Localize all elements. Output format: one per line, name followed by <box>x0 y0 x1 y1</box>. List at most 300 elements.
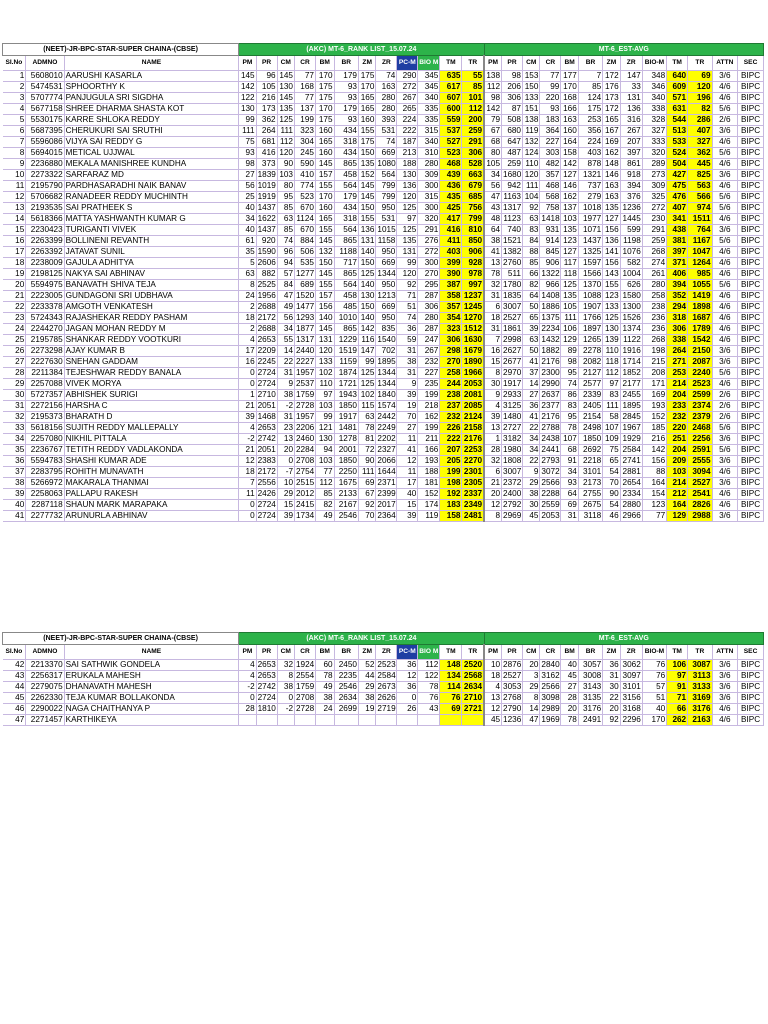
cell-zm2: 135 <box>603 203 620 214</box>
cell-br2: 1850 <box>578 434 602 445</box>
cell-name: NAGA CHAITHANYA P <box>64 704 239 715</box>
cell-tr2: 3094 <box>688 467 712 478</box>
cell-cr2: 3098 <box>541 693 560 702</box>
table-row <box>3 302 764 313</box>
cell-biom2: 261 <box>642 269 666 280</box>
cell-tr: 2337 <box>463 489 483 498</box>
cell-zm2: 141 <box>603 247 620 258</box>
cell-slno: 5 <box>3 115 26 126</box>
cell-cm2: 41 <box>522 412 539 423</box>
cell-bm: 155 <box>315 225 334 236</box>
cell-zr2: 599 <box>620 225 642 236</box>
cell-pm2: 56 <box>484 181 501 192</box>
cell-zm2: 148 <box>603 159 620 170</box>
cell-pr: 1956 <box>257 291 276 300</box>
cell-pm: 4 <box>239 660 256 671</box>
cell-bm: 160 <box>315 148 334 159</box>
cell-pm2: 68 <box>484 137 501 148</box>
cell-pm: 18 <box>239 313 256 324</box>
cell-bm2: 168 <box>561 93 578 104</box>
cell-zm2: 31 <box>603 671 620 682</box>
cell-pr2: 2933 <box>503 390 522 399</box>
cell-zm2: 139 <box>603 335 620 346</box>
cell-pm: 93 <box>239 148 256 159</box>
cell-pm: -2 <box>239 682 256 693</box>
cell-br: 865 <box>334 159 358 170</box>
cell-tr: 2305 <box>463 478 483 487</box>
cell-cm2: 150 <box>522 82 539 93</box>
cell-cm: 125 <box>277 115 294 126</box>
cell-attn: 4/6 <box>712 247 738 258</box>
cell-tm2: 97 <box>667 671 688 682</box>
cell-zr: 1158 <box>377 236 396 245</box>
cell-zr: 531 <box>376 126 397 137</box>
table-row <box>3 715 764 726</box>
cell-pr2: 1521 <box>503 236 522 245</box>
cell-zm: 175 <box>358 71 375 82</box>
column-header-bm: BM <box>315 56 334 71</box>
column-header-cr2: CR <box>540 56 561 71</box>
cell-biom2: 327 <box>642 126 666 137</box>
cell-zm: 111 <box>358 467 375 478</box>
cell-cm2: 9 <box>522 467 539 478</box>
cell-pr: 1437 <box>257 203 276 212</box>
cell-biom: 227 <box>418 368 440 379</box>
cell-bm: 110 <box>315 379 334 390</box>
cell-tr2: 362 <box>688 148 712 159</box>
cell-br2: 737 <box>578 181 602 192</box>
cell-zm2: 136 <box>603 236 620 247</box>
cell-biom: 291 <box>418 225 440 236</box>
cell-pr: 2724 <box>257 693 276 702</box>
cell-br: 1874 <box>334 368 358 379</box>
cell-bm2: 86 <box>561 390 578 401</box>
cell-sec: BIPC <box>738 236 764 247</box>
cell-br2: 1907 <box>578 302 602 313</box>
cell-bm: 112 <box>315 478 334 489</box>
cell-cm2: 50 <box>522 346 539 357</box>
cell-cm: 85 <box>277 225 294 236</box>
column-header-pm: PM <box>239 56 256 71</box>
cell-br2: 124 <box>578 93 602 104</box>
cell-biom: 218 <box>418 401 440 412</box>
cell-br2: 1321 <box>578 170 602 181</box>
cell-pr2: 1861 <box>503 324 522 333</box>
cell-zr2: 2741 <box>620 456 642 467</box>
cell-bm: 160 <box>315 126 334 137</box>
cell-zm: 90 <box>358 456 375 467</box>
cell-cr2: 2234 <box>541 324 560 333</box>
cell-zm2: 22 <box>603 693 620 704</box>
cell-cr: 590 <box>295 159 316 170</box>
cell-tm: 148 <box>440 660 462 671</box>
cell-cm2: 64 <box>522 291 539 302</box>
cell-pcm: 41 <box>397 445 418 456</box>
cell-cr: 1124 <box>296 214 314 223</box>
cell-br: 1159 <box>334 357 358 368</box>
cell-pm2: 28 <box>484 445 501 456</box>
cell-cm: -2 <box>277 401 294 412</box>
cell-pr2: 2876 <box>503 660 522 669</box>
cell-slno: 18 <box>3 258 26 269</box>
cell-slno: 25 <box>3 335 26 346</box>
cell-tm: 298 <box>440 346 462 357</box>
cell-cm2: 39 <box>522 324 539 335</box>
cell-name: GUNDAGONI SRI UDBHAVA <box>64 291 239 302</box>
cell-slno: 31 <box>3 401 26 412</box>
cell-biom: 247 <box>418 335 440 346</box>
cell-cm2: 63 <box>522 214 539 225</box>
cell-bm: 157 <box>315 170 334 181</box>
rank-table-1 <box>2 43 764 522</box>
cell-zm: 44 <box>358 671 375 682</box>
column-header-pr2: PR <box>502 56 523 71</box>
cell-zr2: 861 <box>620 159 642 170</box>
cell-pm: 35 <box>239 247 256 258</box>
cell-pm2: 138 <box>484 71 501 82</box>
cell-pr2: 259 <box>502 159 523 170</box>
cell-biom2: 216 <box>642 434 666 445</box>
cell-sec: BIPC <box>738 682 764 693</box>
cell-attn: 4/6 <box>712 214 738 225</box>
column-header-cm2: CM <box>522 645 539 660</box>
cell-br: 1850 <box>334 401 358 412</box>
cell-sec: BIPC <box>738 379 764 390</box>
cell-tm2: 294 <box>667 302 688 313</box>
cell-pr: 2606 <box>257 258 276 267</box>
cell-tr2: 1419 <box>688 291 712 302</box>
cell-br: 434 <box>334 203 358 214</box>
cell-tm2: 106 <box>667 660 688 671</box>
column-header-pm2: PM <box>484 56 501 71</box>
cell-pm: 145 <box>239 71 256 82</box>
cell-pr2: 2527 <box>503 313 522 322</box>
cell-sec: BIPC <box>738 225 764 236</box>
cell-cm: 120 <box>277 148 294 159</box>
cell-bm: 156 <box>315 302 334 313</box>
cell-biom2: 171 <box>642 379 666 390</box>
cell-zr2: 33 <box>620 82 642 93</box>
cell-cm: 74 <box>277 236 294 247</box>
cell-attn: 4/6 <box>712 258 738 269</box>
cell-zm: 19 <box>358 704 375 715</box>
cell-bm2: 162 <box>561 192 578 203</box>
cell-cr2: 2176 <box>541 357 560 366</box>
rank-list-title: (AKC) MT-6_RANK LIST_15.07.24 <box>239 44 484 56</box>
cell-pr: 264 <box>256 126 277 137</box>
cell-admno: 2230423 <box>26 225 64 236</box>
cell-admno: 2223005 <box>26 291 64 302</box>
cell-bm: 78 <box>315 671 334 682</box>
cell-bm: 130 <box>315 434 334 445</box>
cell-cr: 2708 <box>296 456 315 465</box>
cell-tm: 358 <box>440 291 462 302</box>
cell-pm2: 8 <box>484 368 501 379</box>
cell-pr2: 2400 <box>503 489 522 498</box>
cell-pcm: 120 <box>397 269 418 280</box>
cell-cm: 13 <box>277 434 294 445</box>
cell-admno: 2257088 <box>26 379 64 390</box>
cell-pr2: 1382 <box>503 247 522 256</box>
cell-br: 564 <box>334 225 358 236</box>
cell-biom: 235 <box>418 379 440 390</box>
cell-tm: 207 <box>440 445 462 456</box>
cell-bm: 175 <box>315 93 334 104</box>
cell-pr: 2245 <box>257 357 276 366</box>
cell-pr: 1919 <box>257 192 276 201</box>
cell-biom2: 208 <box>642 368 666 379</box>
cell-attn: 4/6 <box>712 269 738 280</box>
cell-slno: 37 <box>3 467 26 478</box>
cell-pm: 5 <box>239 258 256 269</box>
cell-zm2: 123 <box>603 291 620 302</box>
cell-br2: 2405 <box>578 401 602 412</box>
cell-bm2: 78 <box>561 715 578 726</box>
cell-zm2: 58 <box>603 412 620 423</box>
column-header-zr2: ZR <box>620 645 642 660</box>
cell-slno: 13 <box>3 203 26 214</box>
cell-bm2: 83 <box>561 401 578 412</box>
cell-pm: 0 <box>239 379 256 390</box>
cell-tr: 2710 <box>463 693 483 702</box>
cell-zr: 2066 <box>377 456 396 465</box>
cell-name: ERUKALA MAHESH <box>64 671 239 682</box>
cell-tr <box>462 715 484 726</box>
cell-pcm: 11 <box>397 434 418 445</box>
cell-zr2: 1236 <box>620 203 642 214</box>
cell-zr: 1540 <box>377 335 396 344</box>
cell-bm2: 31 <box>561 511 578 522</box>
column-header-sec: SEC <box>738 56 764 71</box>
cell-tm2: 209 <box>667 456 688 467</box>
cell-pm2: 31 <box>484 324 501 335</box>
cell-zr2: 1895 <box>620 401 642 412</box>
cell-br: 318 <box>334 137 358 148</box>
cell-pr: 2556 <box>257 478 276 487</box>
cell-tr: 2253 <box>463 445 483 454</box>
cell-zm2: 118 <box>603 357 620 368</box>
cell-biom2: 152 <box>642 412 666 423</box>
cell-tm2: 204 <box>667 390 688 401</box>
cell-bm2: 95 <box>561 368 578 379</box>
cell-pm2: 6 <box>484 467 501 478</box>
cell-cm: 38 <box>277 682 294 693</box>
cell-zm: 150 <box>358 302 375 313</box>
cell-pr: 1468 <box>257 412 276 421</box>
cell-pr: 1019 <box>257 181 276 190</box>
cell-pcm: 15 <box>397 500 418 511</box>
column-header-zr: ZR <box>376 645 397 660</box>
cell-bm: 60 <box>315 660 334 671</box>
table-row <box>3 423 764 434</box>
cell-bm2: 40 <box>561 660 578 671</box>
cell-br: 1943 <box>334 390 358 401</box>
cell-br2: 3176 <box>578 704 602 715</box>
column-header-bm2: BM <box>561 56 578 71</box>
cell-tr2: 69 <box>688 71 712 82</box>
cell-zm2: 173 <box>603 93 620 104</box>
cell-pr: 2653 <box>257 671 276 680</box>
cell-cr2: 99 <box>540 82 561 93</box>
column-header-pm: PM <box>239 645 256 660</box>
cell-admno: 2273322 <box>26 170 64 181</box>
cell-zr: 1080 <box>377 159 396 168</box>
cell-pm: 18 <box>239 467 256 478</box>
cell-cm2: 84 <box>522 236 539 247</box>
cell-tr2: 3176 <box>688 704 712 715</box>
cell-zm: 145 <box>358 181 375 192</box>
cell-br: 93 <box>334 115 358 126</box>
cell-tr2: 2988 <box>688 511 712 522</box>
cell-zr2: 2654 <box>620 478 642 489</box>
cell-tm: 390 <box>440 269 462 280</box>
cell-tm2: 318 <box>667 313 688 324</box>
cell-bm2: 106 <box>561 324 578 335</box>
cell-bm: 155 <box>315 181 334 192</box>
cell-slno: 6 <box>3 126 26 137</box>
cell-biom: 320 <box>418 214 440 225</box>
rank-sheet-2 <box>2 632 764 726</box>
cell-br2: 2154 <box>578 412 602 423</box>
cell-zm: 160 <box>358 115 375 126</box>
cell-pr2: 3125 <box>503 401 522 410</box>
cell-cm: 31 <box>277 368 294 379</box>
cell-name: RANADEER REDDY MUCHINTH <box>64 192 239 203</box>
cell-tr2: 82 <box>688 104 712 115</box>
cell-br2: 1437 <box>578 236 602 247</box>
cell-pcm: 99 <box>397 258 418 269</box>
cell-zr: 835 <box>376 324 397 335</box>
cell-pr: 173 <box>256 104 277 115</box>
cell-tm2: 427 <box>667 170 688 181</box>
cell-pm: 4 <box>239 335 256 346</box>
cell-zr: 2673 <box>377 682 396 691</box>
cell-tr: 997 <box>462 280 484 291</box>
cell-tm2: 212 <box>667 489 688 500</box>
cell-cm: -7 <box>277 467 294 478</box>
cell-pm: 2 <box>239 302 256 313</box>
cell-tm: 192 <box>440 489 462 500</box>
cell-pr2: 647 <box>502 137 523 148</box>
cell-bm: 175 <box>315 115 334 126</box>
cell-biom: 335 <box>418 104 440 115</box>
cell-bm: 140 <box>315 313 334 324</box>
cell-sec: BIPC <box>738 445 764 456</box>
cell-pr2: 2527 <box>503 671 522 680</box>
table-row <box>3 412 764 423</box>
cell-slno: 2 <box>3 82 26 93</box>
cell-cr2: 2840 <box>541 660 560 669</box>
cell-pm: 0 <box>239 500 256 511</box>
cell-sec: BIPC <box>738 93 764 104</box>
cell-bm2: 68 <box>561 445 578 456</box>
cell-attn: 3/6 <box>712 682 738 693</box>
table-row <box>3 214 764 225</box>
cell-br: 2167 <box>334 500 358 511</box>
cell-pr2: 1317 <box>503 203 522 212</box>
cell-attn: 3/6 <box>712 357 738 368</box>
cell-pr: 373 <box>256 159 277 170</box>
cell-cm: 15 <box>277 500 294 511</box>
cell-zr2: 1445 <box>620 214 642 225</box>
table-row <box>3 704 764 715</box>
cell-admno: 2195373 <box>26 412 64 423</box>
cell-zr: 1644 <box>377 467 396 476</box>
cell-pm: 21 <box>239 401 256 412</box>
cell-tm2: 341 <box>667 214 688 225</box>
cell-biom2: 156 <box>642 456 666 467</box>
cell-tm: 205 <box>440 456 462 467</box>
cell-zr2: 2584 <box>620 445 642 456</box>
cell-bm: 103 <box>315 456 334 467</box>
cell-zm: 150 <box>358 203 375 214</box>
cell-tr: 2053 <box>463 379 483 388</box>
cell-cr: 1277 <box>296 269 315 278</box>
cell-pcm: 131 <box>397 247 418 258</box>
cell-admno: 2271457 <box>26 715 64 726</box>
cell-pm2: 31 <box>484 291 501 302</box>
cell-attn: 4/6 <box>712 467 738 478</box>
cell-zr2: 1198 <box>620 236 642 247</box>
cell-biom: 232 <box>418 357 440 368</box>
cell-pr2: 487 <box>502 148 523 159</box>
cell-bm: 150 <box>315 258 334 269</box>
cell-pm: 40 <box>239 203 256 214</box>
table-row <box>3 445 764 456</box>
cell-attn: 4/6 <box>712 313 738 324</box>
cell-biom2: 77 <box>642 511 666 522</box>
cell-pr: 920 <box>256 236 277 247</box>
cell-cr2: 227 <box>540 137 561 148</box>
cell-biom: 280 <box>418 313 440 324</box>
cell-zr: 74 <box>376 71 397 82</box>
cell-zr2: 136 <box>620 104 642 115</box>
cell-br: 1850 <box>334 456 358 467</box>
cell-zr: 163 <box>376 82 397 93</box>
cell-pr: 2742 <box>257 434 276 443</box>
cell-cm2: 37 <box>522 368 539 379</box>
column-header-tr2: TR <box>688 56 712 71</box>
cell-biom2: 164 <box>642 478 666 489</box>
cell-pr2: 740 <box>502 225 523 236</box>
cell-zm2: 155 <box>603 280 620 291</box>
cell-biom2: 236 <box>642 313 666 324</box>
cell-zm: 116 <box>358 335 375 346</box>
cell-tr: 2176 <box>463 434 483 443</box>
cell-pm2: 6 <box>484 302 501 313</box>
cell-tr: 2568 <box>463 671 483 680</box>
table-row <box>3 346 764 357</box>
cell-cm: 38 <box>277 390 294 401</box>
cell-cr2: 2300 <box>541 368 560 377</box>
cell-bm2: 64 <box>561 489 578 500</box>
cell-pcm: 265 <box>397 104 418 115</box>
cell-cr2: 2053 <box>541 511 560 520</box>
table-row <box>3 247 764 258</box>
cell-slno: 43 <box>3 671 26 682</box>
cell-pr: 2688 <box>257 324 276 333</box>
cell-bm2: 45 <box>561 671 578 682</box>
cell-name: ARUNURLA ABHINAV <box>64 511 239 522</box>
cell-biom2: 348 <box>642 71 666 82</box>
cell-tm: 527 <box>440 137 462 148</box>
cell-br: 1519 <box>334 346 358 357</box>
cell-cr2: 1882 <box>541 346 560 355</box>
cell-slno: 33 <box>3 423 26 434</box>
cell-tr: 850 <box>462 236 484 247</box>
column-header-zr2: ZR <box>620 56 642 71</box>
cell-biom2: 268 <box>642 335 666 346</box>
